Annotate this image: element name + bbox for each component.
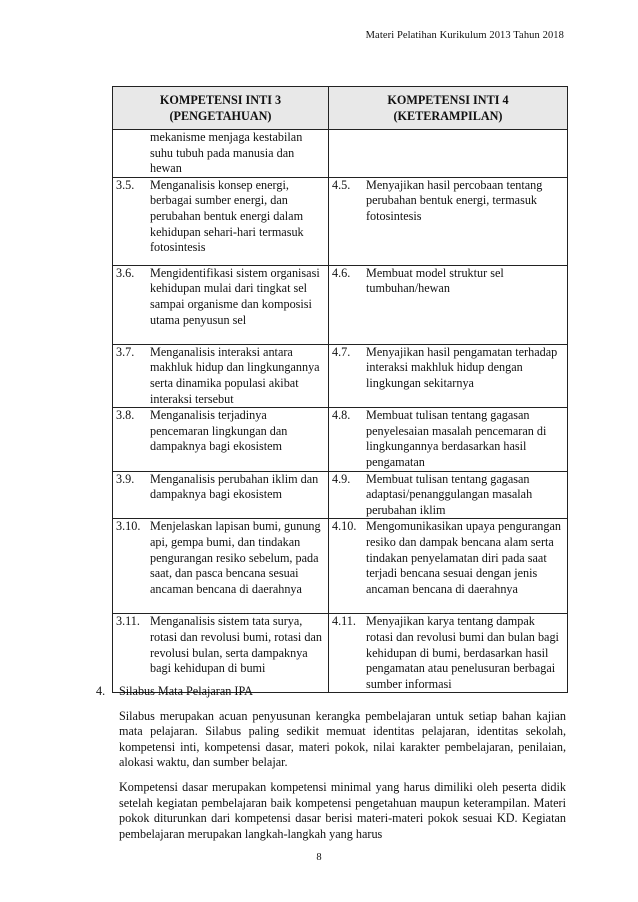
- ki4-number: 4.6.: [332, 265, 351, 280]
- ki3-number: 3.6.: [116, 265, 135, 280]
- section-title: Silabus Mata Pelajaran IPA: [119, 684, 253, 698]
- table-row: [113, 344, 568, 407]
- ki3-header: [113, 87, 329, 130]
- table-row: [113, 471, 568, 519]
- ki4-text: Menyajikan karya tentang dampak rotasi dan revolusi bumi dan bulan bagi kehidupan di bumi, berdasarkan hasil pengamatan atau penelusuran berbagai sumber informasi: [366, 614, 559, 691]
- table-row: [113, 177, 568, 265]
- ki4-text: Membuat tulisan tentang gagasan adaptasi/penanggulangan masalah perubahan iklim: [366, 471, 533, 517]
- ki4-cell: [329, 344, 568, 407]
- continuation-cell: [113, 130, 329, 178]
- ki4-number: 4.8.: [332, 408, 351, 423]
- page-header: Materi Pelatihan Kurikulum 2013 Tahun 2018: [365, 30, 564, 41]
- ki3-text: Menganalisis terjadinya pencemaran lingkungan dan dampaknya bagi ekosistem: [150, 408, 288, 454]
- ki3-cell: [113, 614, 329, 693]
- ki3-number: 3.11.: [116, 614, 140, 629]
- section-heading: [96, 684, 566, 700]
- ki3-number: 3.9.: [116, 471, 135, 486]
- ki3-header-title: KOMPETENSI INTI 3: [159, 92, 282, 107]
- table-header-row: [113, 87, 568, 130]
- table-row: [113, 265, 568, 344]
- ki3-cell: [113, 177, 329, 265]
- ki3-number: 3.10.: [116, 519, 141, 534]
- ki4-number: 4.10.: [332, 519, 357, 534]
- ki4-number: 4.11.: [332, 614, 356, 629]
- ki3-number: 3.7.: [116, 344, 135, 359]
- ki3-text: Menganalisis sistem tata surya, rotasi dan revolusi bumi, rotasi dan revolusi bulan, serta dampaknya bagi kehidupan di bumi: [150, 614, 322, 676]
- section-paragraph: Silabus merupakan acuan penyusunan kerangka pembelajaran untuk setiap bahan kajian mata pelajaran. Silabus paling sedikit memuat identitas pelajaran, identitas sekolah, kompetensi inti, kompetensi dasar, materi pokok, nilai karakter pembelajaran, penilaian, alokasi waktu, dan sumber belajar.: [119, 708, 566, 770]
- ki4-cell: [329, 177, 568, 265]
- ki3-cell: [113, 344, 329, 407]
- competency-table: [112, 86, 568, 693]
- syllabus-section: [96, 684, 566, 842]
- page-number: 8: [316, 852, 322, 863]
- ki4-header-subtitle: (KETERAMPILAN): [393, 108, 503, 123]
- ki4-text: Menyajikan hasil pengamatan terhadap interaksi makhluk hidup dengan lingkungan sekitarnya: [366, 344, 558, 390]
- section-paragraph: Kompetensi dasar merupakan kompetensi minimal yang harus dimiliki oleh peserta didik setelah kegiatan pembelajaran baik kompetensi pengetahuan maupun keterampilan. Materi pokok diturunkan dari kompetensi dasar berisi materi-materi pokok sesuai KD. Kegiatan pembelajaran merupakan langkah-langkah yang harus: [119, 779, 566, 841]
- ki3-text: Mengidentifikasi sistem organisasi kehidupan mulai dari tingkat sel sampai organisme dan komposisi utama penyusun sel: [150, 265, 320, 327]
- ki4-text: Membuat model struktur sel tumbuhan/hewan: [366, 265, 504, 296]
- ki4-text: Menyajikan hasil percobaan tentang perubahan bentuk energi, termasuk fotosintesis: [366, 177, 543, 223]
- ki4-number: 4.7.: [332, 344, 351, 359]
- ki3-text: Menganalisis interaksi antara makhluk hidup dan lingkungannya serta dinamika populasi akibat interaksi tersebut: [150, 344, 320, 406]
- ki3-cell: [113, 408, 329, 471]
- empty-cell: [329, 130, 568, 178]
- ki4-header-title: KOMPETENSI INTI 4: [387, 92, 509, 107]
- ki4-cell: [329, 265, 568, 344]
- ki3-cell: [113, 519, 329, 614]
- table-row: [113, 519, 568, 614]
- ki3-cell: [113, 265, 329, 344]
- continuation-text: mekanisme menjaga kestabilan suhu tubuh pada manusia dan hewan: [150, 130, 303, 176]
- ki4-text: Mengomunikasikan upaya pengurangan resiko dan dampak bencana alam serta tindakan penyelamatan diri pada saat terjadi bencana sesuai dengan jenis ancaman bencana di daerahnya: [366, 519, 561, 596]
- section-number: 4.: [96, 684, 106, 698]
- ki4-header: [329, 87, 568, 130]
- table-row: [113, 130, 568, 178]
- ki4-number: 4.5.: [332, 177, 351, 192]
- ki4-number: 4.9.: [332, 471, 351, 486]
- ki3-number: 3.8.: [116, 408, 135, 423]
- ki4-cell: [329, 614, 568, 693]
- ki4-text: Membuat tulisan tentang gagasan penyelesaian masalah pencemaran di lingkungannya berdasarkan hasil pengamatan: [366, 408, 547, 469]
- ki3-cell: [113, 471, 329, 519]
- ki4-cell: [329, 408, 568, 471]
- ki4-cell: [329, 471, 568, 519]
- table-row: [113, 408, 568, 471]
- ki3-header-subtitle: (PENGETAHUAN): [169, 108, 272, 123]
- ki3-text: Menganalisis konsep energi, berbagai sumber energi, dan perubahan bentuk energi dalam kehidupan sehari-hari termasuk fotosintesis: [150, 177, 304, 255]
- ki3-text: Menganalisis perubahan iklim dan dampaknya bagi ekosistem: [150, 471, 319, 502]
- ki3-text: Menjelaskan lapisan bumi, gunung api, gempa bumi, dan tindakan pengurangan resiko sebelum, pada saat, dan pasca bencana sesuai ancaman bencana di daerahnya: [150, 519, 321, 596]
- table-row: [113, 614, 568, 693]
- ki4-cell: [329, 519, 568, 614]
- ki3-number: 3.5.: [116, 177, 135, 192]
